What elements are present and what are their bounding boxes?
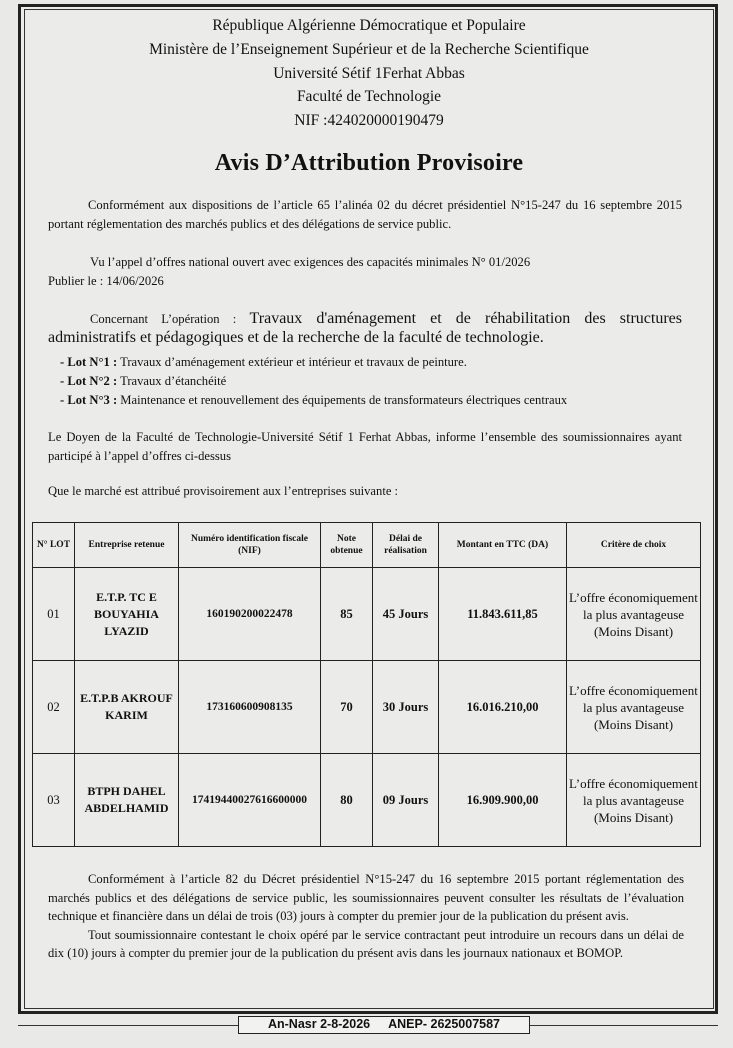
cell-critere: L’offre économiquement la plus avantageuse (Moins Disant) <box>567 661 701 754</box>
cell-montant: 11.843.611,85 <box>439 568 567 661</box>
cell-note: 85 <box>321 568 373 661</box>
operation-intro: Concernant L’opération : <box>90 312 237 326</box>
column-header-lot: N° LOT <box>33 523 75 568</box>
tender-reference: Vu l’appel d’offres national ouvert avec exigences des capacités minimales N° 01/2026 <box>90 255 531 269</box>
cell-delai: 45 Jours <box>373 568 439 661</box>
cell-delai: 30 Jours <box>373 661 439 754</box>
operation-text <box>48 310 682 347</box>
footer-rule-left <box>18 1025 238 1026</box>
cell-critere: L’offre économiquement la plus avantageuse (Moins Disant) <box>567 568 701 661</box>
header-university: Université Sétif 1Ferhat Abbas <box>273 64 465 82</box>
table-row <box>33 661 701 754</box>
header-republic: République Algérienne Démocratique et Populaire <box>212 17 526 34</box>
appeal-paragraph <box>48 926 684 963</box>
list-item <box>60 353 700 372</box>
appeal-text: Tout soumissionnaire contestant le choix opéré par le service contractant peut introduire un recours dans un délai de dix (10) jours à compter du premier jour de la publication du présent avis dans les journaux nationaux et BOMOP. <box>48 927 684 960</box>
header-ministry: Ministère de l’Enseignement Supérieur et de la Recherche Scientifique <box>149 40 589 58</box>
footer-rule-right <box>530 1025 718 1026</box>
cell-nif: 173160600908135 <box>179 661 321 754</box>
award-intro: Que le marché est attribué provisoirement aux l’entreprises suivante : <box>48 484 399 498</box>
cell-nif: 160190200022478 <box>179 568 321 661</box>
cell-entreprise: BTPH DAHEL ABDELHAMID <box>75 754 179 847</box>
cell-nif: 17419440027616600000 <box>179 754 321 847</box>
newspaper-date: An-Nasr 2-8-2026 <box>267 1017 371 1031</box>
legal-basis-paragraph: Conformément aux dispositions de l’article 65 l’alinéa 02 du décret présidentiel N°15-247 du 16 septembre 2015 portant réglementation des marchés publics et des délégations de service public. <box>48 198 682 231</box>
lot-description: Travaux d’aménagement extérieur et intérieur et travaux de peinture. <box>117 355 467 369</box>
table-row <box>33 568 701 661</box>
cell-lot: 01 <box>33 568 75 661</box>
column-header-delai: Délai de réalisation <box>373 523 439 568</box>
header-faculty: Faculté de Technologie <box>296 88 442 106</box>
letterhead <box>24 14 714 133</box>
cell-delai: 09 Jours <box>373 754 439 847</box>
cell-entreprise: E.T.P. TC E BOUYAHIA LYAZID <box>75 568 179 661</box>
column-header-note: Note obtenue <box>321 523 373 568</box>
cell-lot: 02 <box>33 661 75 754</box>
cell-note: 80 <box>321 754 373 847</box>
column-header-critere: Critère de choix <box>567 523 701 568</box>
lot-description: Maintenance et renouvellement des équipements de transformateurs électriques centraux <box>117 393 568 407</box>
lot-label: - Lot N°1 : <box>60 355 118 369</box>
closing-paragraphs <box>48 870 684 963</box>
anep-reference: ANEP- 2625007587 <box>388 1017 501 1031</box>
publication-footer <box>238 1016 530 1034</box>
cell-lot: 03 <box>33 754 75 847</box>
lot-label: - Lot N°2 : <box>60 374 118 388</box>
column-header-montant: Montant en TTC (DA) <box>439 523 567 568</box>
cell-critere: L’offre économiquement la plus avantageuse (Moins Disant) <box>567 754 701 847</box>
lot-label: - Lot N°3 : <box>60 393 118 407</box>
consultation-paragraph <box>48 870 684 926</box>
operation-name: Travaux d'aménagement et de réhabilitation des structures administratifs et pédagogiques et de la recherche de la faculté de technologie. <box>48 310 682 346</box>
list-item <box>60 391 700 410</box>
table-header-row <box>33 523 701 568</box>
operation-paragraph <box>48 310 682 347</box>
award-table <box>32 522 701 847</box>
column-header-nif: Numéro identification fiscale (NIF) <box>179 523 321 568</box>
notice-title: Avis D’Attribution Provisoire <box>214 150 524 176</box>
dean-announcement: Le Doyen de la Faculté de Technologie-Université Sétif 1 Ferhat Abbas, informe l’ensemble des soumissionnaires ayant participé à l’appel d’offres ci-dessus <box>48 430 682 463</box>
publication-date: Publier le : 14/06/2026 <box>48 274 164 288</box>
consultation-text: Conformément à l’article 82 du Décret présidentiel N°15-247 du 16 septembre 2015 portant réglementation des marchés publics et des délégations de service public, les soumissionnaires peuvent consulter les résultats de l’évaluation technique et financière dans un délai de trois (03) jours à compter du premier jour de la publication du présent avis. <box>48 872 684 923</box>
cell-montant: 16.016.210,00 <box>439 661 567 754</box>
cell-entreprise: E.T.P.B AKROUF KARIM <box>75 661 179 754</box>
header-nif: NIF :424020000190479 <box>294 112 444 130</box>
cell-note: 70 <box>321 661 373 754</box>
table-row <box>33 754 701 847</box>
lots-list <box>60 353 700 410</box>
lot-description: Travaux d’étanchéité <box>117 374 227 388</box>
list-item <box>60 372 700 391</box>
column-header-entreprise: Entreprise retenue <box>75 523 179 568</box>
cell-montant: 16.909.900,00 <box>439 754 567 847</box>
